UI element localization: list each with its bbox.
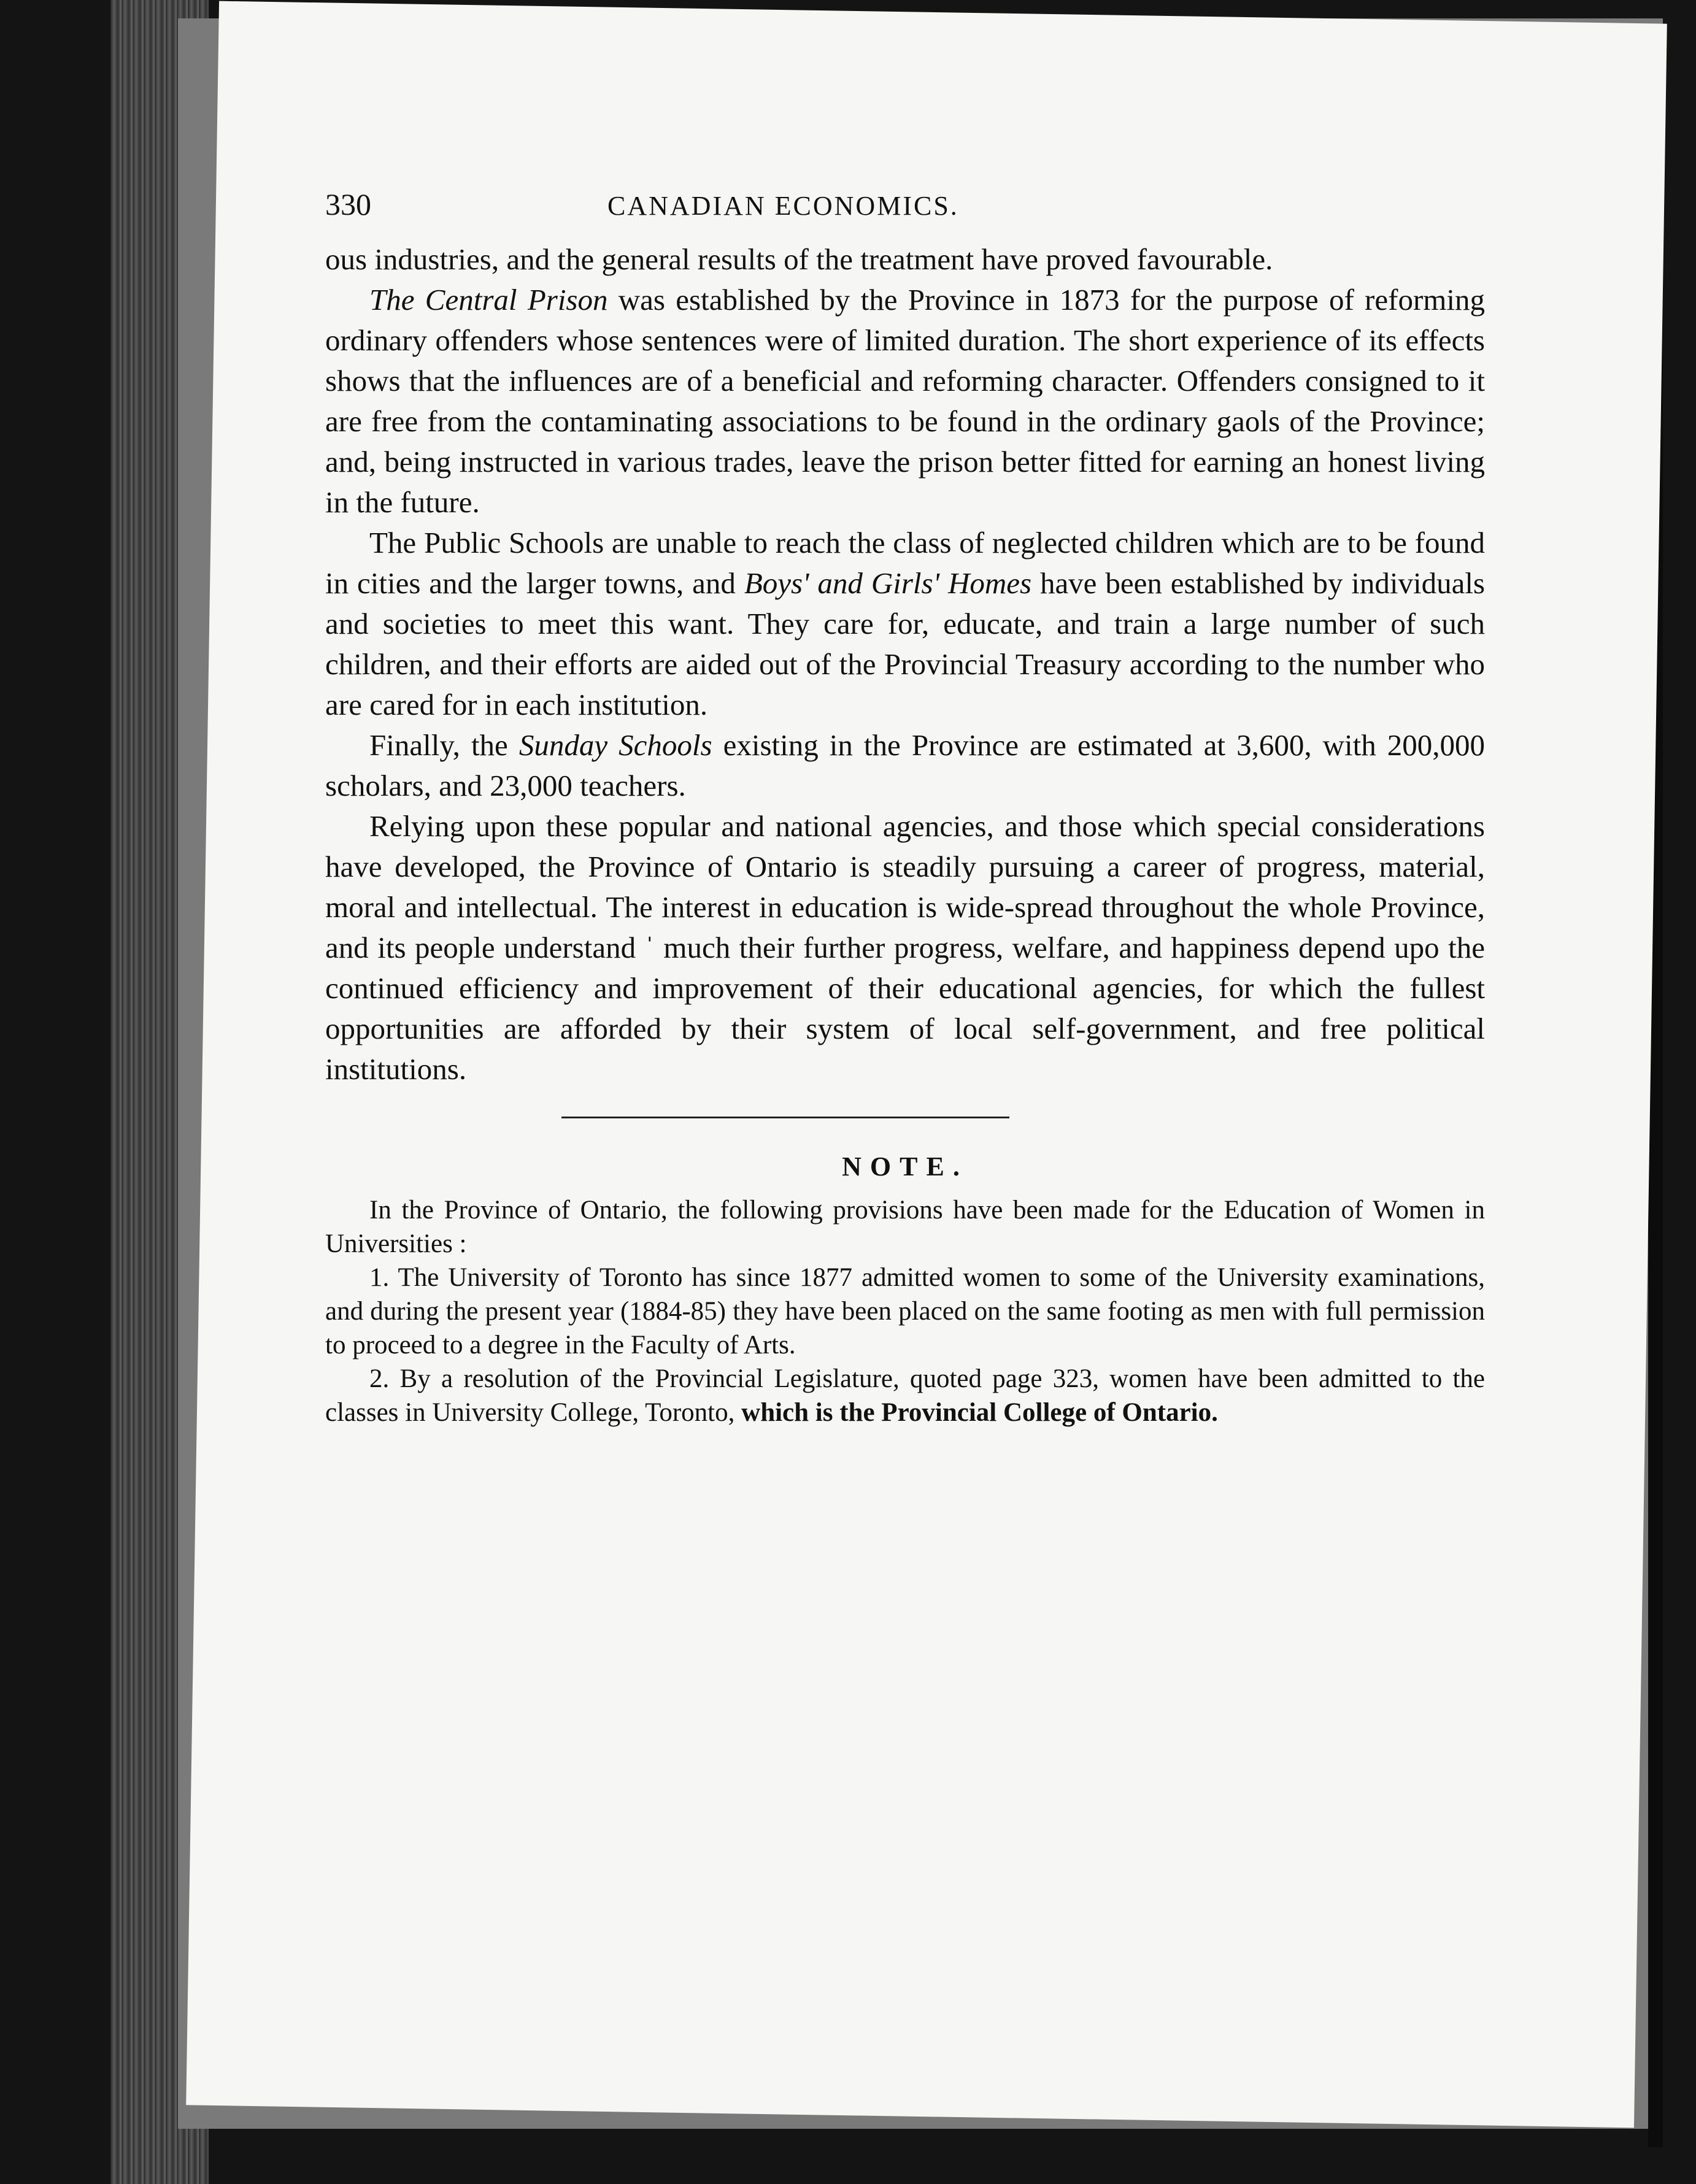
running-title: CANADIAN ECONOMICS. [607, 191, 959, 221]
sunday-schools-term: Sunday Schools [518, 728, 712, 762]
central-prison-text: was established by the Province in 1873 for the purpose of reforming ordinary offenders whose sentences were of limited duration. The short experience of its effects shows that the influences are of a beneficial and reforming character. Offenders consigned to it are free from the contaminating associations to be found in the ordinary gaols of the Province; and, being instructed in various trades, leave the prison better fitted for earning an honest living in the future. [325, 283, 1485, 519]
public-schools-text-rest: have been established by individuals and societies to meet this want. They care for, educate, and train a large number of such children, and their efforts are aided out of the Provincial Treasury according to the number who are cared for in each institution. [325, 566, 1485, 721]
note-intro: In the Province of Ontario, the following provisions have been made for the Education of Women in Universities : [325, 1196, 1485, 1258]
paragraph-continuation: ous industries, and the general results of the treatment have proved favourable. [325, 242, 1273, 276]
page-number: 330 [325, 187, 371, 221]
note-title: NOTE. [842, 1152, 968, 1182]
sunday-schools-text-rest: existing in the Province are estimated at 3,600, with 200,000 scholars, and 23,000 teachers. [325, 728, 1485, 802]
page-content [325, 184, 1485, 1429]
sunday-schools-text-start: Finally, the [369, 728, 519, 762]
note-item-2 [325, 1362, 1485, 1429]
paragraph-conclusion: Relying upon these popular and national agencies, and those which special considerations have developed, the Province of Ontario is steadily pursuing a career of progress, material, moral and intellectual. The interest in education is wide-spread throughout the whole Province, and its people understand ˈ much their further progress, welfare, and happiness depend upo the continued efficiency and improvement of their educational agencies, for which the fullest opportunities are afforded by their system of local self-government, and free political institutions. [325, 809, 1485, 1086]
paragraph-public-schools [325, 523, 1485, 725]
paragraph-central-prison [325, 280, 1485, 523]
note-item-2-text: 2. By a resolution of the Provincial Legislature, quoted page 323, women have been admitted to the classes in University College, Toronto, [325, 1364, 1485, 1427]
homes-term: Boys' and Girls' Homes [744, 566, 1032, 600]
public-schools-text-start: The Public Schools are unable to reach the class of neglected children which are to be found in cities and the larger towns, and [325, 526, 1485, 600]
note-item-2-bold: which is the Provincial College of Ontario. [741, 1398, 1218, 1427]
note-item-1: 1. The University of Toronto has since 1877 admitted women to some of the University examinations, and during the present year (1884-85) they have been placed on the same footing as men with full permission to proceed to a degree in the Faculty of Arts. [325, 1263, 1485, 1359]
running-head [325, 184, 1485, 239]
central-prison-term: The Central Prison [369, 283, 608, 317]
section-divider [561, 1117, 1009, 1118]
paragraph-sunday-schools [325, 725, 1485, 806]
